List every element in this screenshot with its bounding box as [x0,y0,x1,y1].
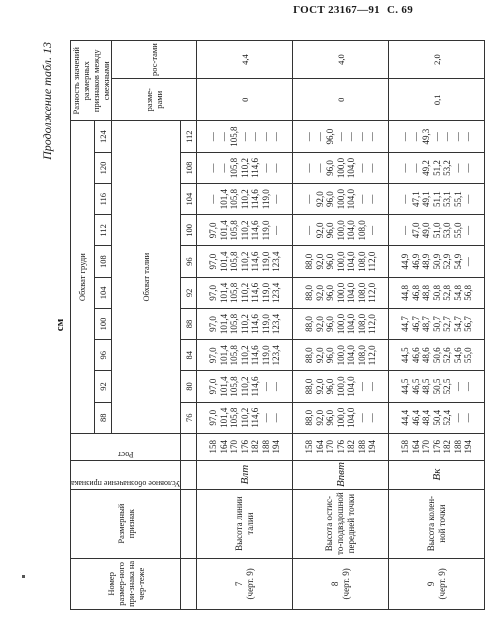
chest-value: 104 [94,277,111,308]
row-values: 44,5 46,5 48,5 50,5 52,5 — — [389,371,485,402]
chest-value: 108 [94,246,111,277]
header-spacer [181,460,197,489]
waist-value: 80 [181,371,197,402]
waist-value: 88 [181,308,197,339]
chest-value: 112 [94,215,111,246]
column-header-number: Номер размер-ного при-знака на чер-теже [71,558,181,609]
row-values: — 92,0 96,0 100,0 104,0 108,0 — [293,215,389,246]
row-values: — — 105,8 — — — — [197,121,293,152]
waist-value: 100 [181,215,197,246]
chest-value: 116 [94,184,111,215]
column-header-chest: Обхват груди [71,121,95,433]
header-spacer [181,433,197,460]
chest-value: 88 [94,402,111,433]
header-spacer [181,558,197,609]
waist-value: 84 [181,340,197,371]
column-header-feature: Размерный признак [71,489,181,558]
row-symbol: Bлт [197,460,293,489]
waist-value: 76 [181,402,197,433]
row-values: 88,0 92,0 96,0 100,0 104,0 108,0 112,0 [293,308,389,339]
row-number: 8 (черт. 9) [293,558,389,609]
row-values: 44,7 46,7 48,7 50,7 52,7 54,7 56,7 [389,308,485,339]
row-values: — — 49,3 — — — — [389,121,485,152]
row-values: 44,9 46,9 48,9 50,9 52,9 54,9 — [389,246,485,277]
waist-value: 104 [181,184,197,215]
row-values: — — 105,8 110,2 114,6 — — [197,152,293,183]
chest-value: 120 [94,152,111,183]
row-values: — — 96,0 100,0 104,0 — — [293,152,389,183]
row-diff-heights: 2,0 [389,41,485,79]
chest-value: 96 [94,340,111,371]
row-values: — 47,1 49,1 51,1 53,1 55,1 — [389,184,485,215]
row-heights: 158 164 170 176 182 188 194 [293,433,389,460]
row-diff-heights: 4,0 [293,41,389,79]
rotated-table-block [40,40,474,610]
page-header [293,4,413,16]
row-values: 44,4 46,4 48,4 50,4 52,4 — — [389,402,485,433]
unit-label: см [54,318,66,332]
waist-value: 108 [181,152,197,183]
column-header-waist: Обхват талии [112,121,181,433]
column-header-symbol: Условное обозначение признака [71,460,181,489]
column-header-difference: Разность значений размерных признаков между смежными [71,41,112,121]
row-values: 97,0 101,4 105,8 110,2 114,6 119,0 123,4 [197,340,293,371]
row-values: 44,8 46,8 48,8 50,8 52,8 54,8 56,8 [389,277,485,308]
row-values: 88,0 92,0 96,0 100,0 104,0 — — [293,402,389,433]
row-diff-sizes: 0 [197,79,293,121]
row-values: — 101,4 105,8 110,2 114,6 119,0 — [197,184,293,215]
table-continuation-title: Продолжение табл. 13 [40,42,54,160]
row-heights: 158 164 170 176 182 188 194 [389,433,485,460]
row-values: — — 96,0 — — — — [293,121,389,152]
row-values: 97,0 101,4 105,8 110,2 114,6 119,0 123,4 [197,246,293,277]
row-values: 88,0 92,0 96,0 100,0 104,0 108,0 112,0 [293,340,389,371]
row-values: 88,0 92,0 96,0 100,0 104,0 108,0 112,0 [293,277,389,308]
row-feature: Высота колен- ной точки [389,489,485,558]
row-feature: Высота остис- то-подвздошной передней точки [293,489,389,558]
table-row [389,41,485,610]
chest-value: 124 [94,121,111,152]
page-number: С. 69 [387,4,413,16]
chest-value: 92 [94,371,111,402]
table-row [293,41,389,610]
measurement-table [70,40,485,610]
row-values: 97,0 101,4 105,8 110,2 114,6 119,0 — [197,215,293,246]
table-row [197,41,293,610]
scan-mark [22,575,25,578]
chest-value: 100 [94,308,111,339]
header-spacer [181,489,197,558]
row-symbol: Bк [389,460,485,489]
row-values: 97,0 101,4 105,8 110,2 114,6 119,0 123,4 [197,308,293,339]
row-diff-sizes: 0,1 [389,79,485,121]
row-diff-heights: 4,4 [197,41,293,79]
column-header-height: Рост [71,433,181,460]
standard-number: ГОСТ 23167—91 [293,4,380,16]
row-values: 44,5 46,6 48,6 50,6 52,6 54,6 55,0 [389,340,485,371]
row-symbol: Bпвт [293,460,389,489]
waist-value: 112 [181,121,197,152]
row-values: 97,0 101,4 105,8 110,2 114,6 — — [197,371,293,402]
row-diff-sizes: 0 [293,79,389,121]
row-feature: Высота линии талии [197,489,293,558]
waist-value: 92 [181,277,197,308]
row-values: 88,0 92,0 96,0 100,0 104,0 108,0 112,0 [293,246,389,277]
row-values: 88,0 92,0 96,0 100,0 104,0 — — [293,371,389,402]
row-number: 7 (черт. 9) [197,558,293,609]
column-header-diff-sizes: разме-рами [112,79,197,121]
column-header-diff-heights: рос-тами [112,41,197,79]
row-values: — 92,0 96,0 100,0 104,0 — — [293,184,389,215]
row-values: 97,0 101,4 105,8 110,2 114,6 119,0 123,4 [197,277,293,308]
row-values: — 47,0 49,0 51,0 53,0 55,0 — [389,215,485,246]
row-heights: 158 164 170 176 182 188 194 [197,433,293,460]
waist-value: 96 [181,246,197,277]
row-number: 9 (черт. 9) [389,558,485,609]
row-values: 97,0 101,4 105,8 110,2 114,6 — — [197,402,293,433]
row-values: — — 49,2 51,2 53,2 — — [389,152,485,183]
